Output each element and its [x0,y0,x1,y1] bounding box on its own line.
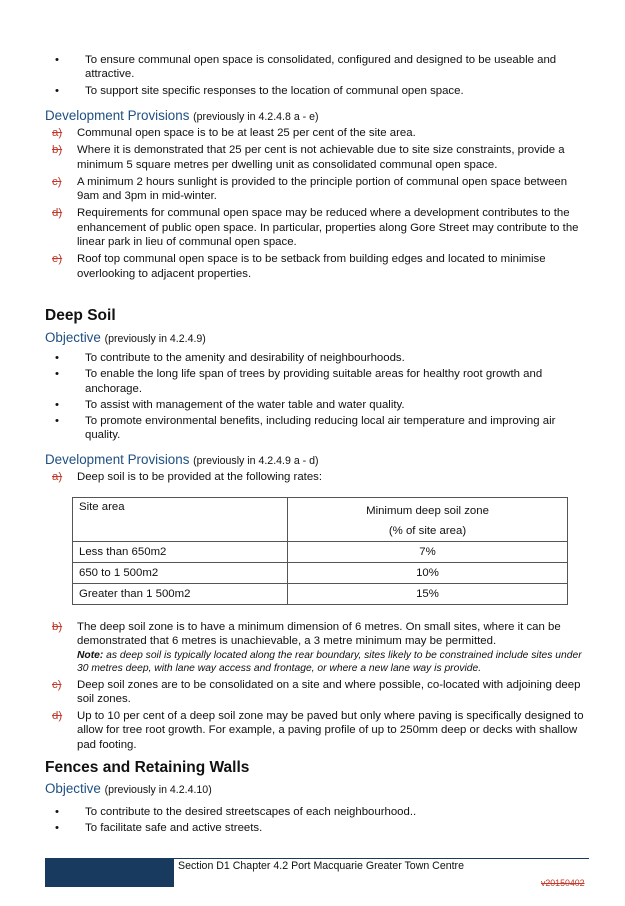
list-item: • To ensure communal open space is consolidated, configured and designed to be useable and attractive. [45,53,590,82]
table-row: 650 to 1 500m2 10% [73,563,568,584]
bullet-icon: • [55,54,59,66]
list-item: d) Up to 10 per cent of a deep soil zone may be paved but only where paving is specifically designed to allow for tree root growth. For example, a paving profile of up to 250mm deep or decks with shallow pad footing. [52,710,584,751]
bullet-icon: • [55,822,59,835]
deep-soil-bullet-list [45,351,590,445]
deep-soil-items-b-d [52,620,590,755]
footer-bar [45,858,174,887]
fences-objective-heading: Objective (previously in 4.2.4.10) [45,781,212,796]
dev-provisions-list [52,126,590,284]
list-item: • To assist with management of the water table and water quality. [45,398,590,412]
footer-version: v20150402 [541,878,585,888]
list-item: a) Communal open space is to be at least 25 per cent of the site area. [52,127,416,139]
bullet-icon: • [55,352,59,364]
table-row: Greater than 1 500m2 15% [73,584,568,605]
fences-heading: Fences and Retaining Walls [45,759,250,776]
list-item: • To support site specific responses to the location of communal open space. [45,84,590,98]
bullet-icon: • [55,398,59,411]
list-item: c) Deep soil zones are to be consolidated on a site and where possible, co-located with adjoining deep soil zones. [52,678,581,705]
intro-bullet-list [45,53,590,100]
list-item: b) The deep soil zone is to have a minimum dimension of 6 metres. On small sites, where it can be demonstrated that 6 metres is unachievable, a 3 metre minimum may be permitted. Note: as deep soil is typically located along the rear boundary, sites likely to be constrained include sites under 30 metres deep, with lane way access and frontage, or where a new lane way is provide. [52,620,590,675]
bullet-icon: • [55,84,59,97]
list-item: • To contribute to the desired streetscapes of each neighbourhood.. [45,805,590,819]
list-item: b) Where it is demonstrated that 25 per cent is not achievable due to site size constraints, provide a minimum 5 square metres per dwelling unit as consolidated communal open space. [52,144,565,171]
deep-soil-dev-provisions-heading: Development Provisions (previously in 4.2.4.9 a - d) [45,452,319,467]
deep-soil-note: Note: as deep soil is typically located along the rear boundary, sites likely to be constrained include sites under 30 metres deep, with lane way access and frontage, or where a new lane way is provide. [77,649,582,674]
footer-section-title: Section D1 Chapter 4.2 Port Macquarie Greater Town Centre [178,860,464,872]
list-item: d) Requirements for communal open space may be reduced where a development contributes to the enhancement of public open space. In particular, properties along Gore Street may contribute to the linear park in lieu of communal open space. [52,207,579,249]
list-item: • To facilitate safe and active streets. [45,821,590,835]
deep-soil-rates-table [72,497,568,605]
list-item: • To promote environmental benefits, including reducing local air temperature and improving air quality. [45,414,590,443]
fences-bullet-list [45,805,590,838]
bullet-icon: • [55,806,59,818]
table-header-min-deep-soil: Minimum deep soil zone (% of site area) [288,498,568,542]
bullet-icon: • [55,415,59,428]
deep-soil-heading: Deep Soil [45,307,116,324]
table-row: Less than 650m2 7% [73,542,568,563]
deep-soil-item-a [52,470,590,487]
table-header-site-area: Site area [73,498,288,542]
list-item: c) A minimum 2 hours sunlight is provided to the principle portion of communal open space between 9am and 3pm in mid-winter. [52,175,568,203]
list-item: • To contribute to the amenity and desirability of neighbourhoods. [45,351,590,365]
table-header-row [73,498,568,542]
list-item: e) Roof top communal open space is to be setback from building edges and located to minimise overlooking to adjacent properties. [52,253,546,280]
deep-soil-objective-heading: Objective (previously in 4.2.4.9) [45,330,206,345]
list-item: • To enable the long life span of trees by providing suitable areas for healthy root growth and anchorage. [45,367,590,396]
bullet-icon: • [55,368,59,381]
footer-rule [174,858,589,859]
dev-provisions-heading: Development Provisions (previously in 4.2.4.8 a - e) [45,108,319,123]
list-item: a) Deep soil is to be provided at the following rates: [52,471,323,483]
